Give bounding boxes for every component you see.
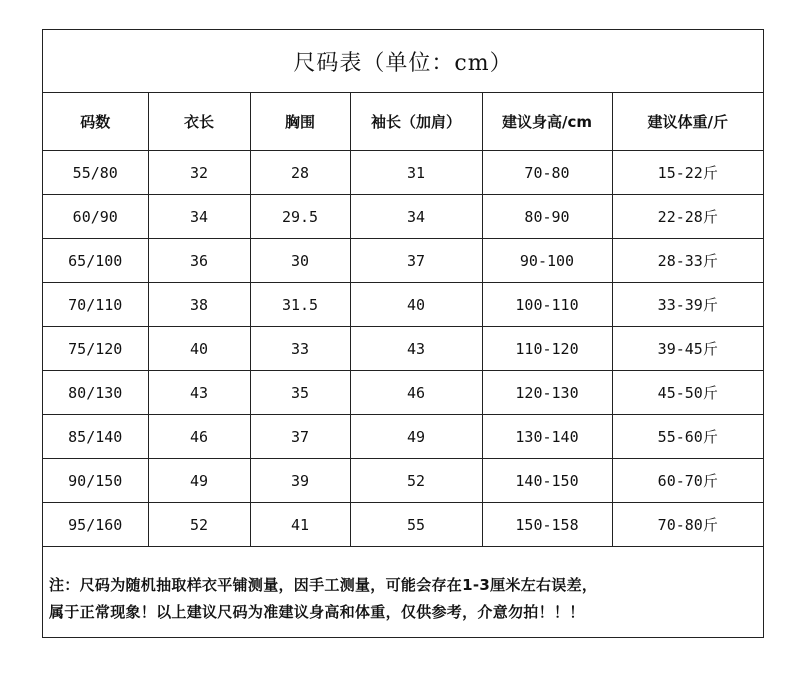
cell-sleeve: 31	[350, 151, 482, 195]
cell-length: 43	[148, 371, 250, 415]
header-size: 码数	[43, 93, 148, 151]
cell-size: 65/100	[43, 239, 148, 283]
chart-title: 尺码表（单位：cm）	[43, 30, 763, 93]
cell-chest: 31.5	[250, 283, 350, 327]
cell-sleeve: 52	[350, 459, 482, 503]
header-chest: 胸围	[250, 93, 350, 151]
cell-length: 34	[148, 195, 250, 239]
cell-length: 36	[148, 239, 250, 283]
cell-chest: 41	[250, 503, 350, 547]
cell-length: 46	[148, 415, 250, 459]
size-chart	[42, 29, 764, 638]
header-weight: 建议体重/斤	[612, 93, 763, 151]
table-row	[43, 195, 763, 239]
cell-height: 120-130	[482, 371, 612, 415]
cell-chest: 28	[250, 151, 350, 195]
measurement-note	[43, 547, 763, 637]
cell-length: 40	[148, 327, 250, 371]
cell-size: 80/130	[43, 371, 148, 415]
cell-weight: 39-45斤	[612, 327, 763, 371]
table-row	[43, 239, 763, 283]
cell-height: 130-140	[482, 415, 612, 459]
cell-size: 95/160	[43, 503, 148, 547]
cell-sleeve: 49	[350, 415, 482, 459]
table-row	[43, 371, 763, 415]
cell-weight: 70-80斤	[612, 503, 763, 547]
cell-height: 150-158	[482, 503, 612, 547]
table-row	[43, 503, 763, 547]
cell-weight: 45-50斤	[612, 371, 763, 415]
header-sleeve: 袖长（加肩）	[350, 93, 482, 151]
note-line-1: 注：尺码为随机抽取样衣平铺测量，因手工测量，可能会存在1-3厘米左右误差，	[49, 576, 598, 594]
cell-height: 70-80	[482, 151, 612, 195]
cell-size: 70/110	[43, 283, 148, 327]
cell-weight: 15-22斤	[612, 151, 763, 195]
cell-weight: 33-39斤	[612, 283, 763, 327]
table-row	[43, 151, 763, 195]
cell-sleeve: 55	[350, 503, 482, 547]
table-header-row	[43, 93, 763, 151]
cell-chest: 33	[250, 327, 350, 371]
cell-height: 100-110	[482, 283, 612, 327]
cell-weight: 55-60斤	[612, 415, 763, 459]
cell-length: 52	[148, 503, 250, 547]
cell-chest: 39	[250, 459, 350, 503]
cell-height: 90-100	[482, 239, 612, 283]
cell-sleeve: 46	[350, 371, 482, 415]
cell-sleeve: 40	[350, 283, 482, 327]
table-row	[43, 459, 763, 503]
cell-length: 38	[148, 283, 250, 327]
cell-sleeve: 34	[350, 195, 482, 239]
cell-chest: 35	[250, 371, 350, 415]
cell-height: 140-150	[482, 459, 612, 503]
cell-chest: 29.5	[250, 195, 350, 239]
cell-size: 60/90	[43, 195, 148, 239]
cell-weight: 60-70斤	[612, 459, 763, 503]
note-line-2: 属于正常现象！以上建议尺码为准建议身高和体重，仅供参考，介意勿拍！！！	[49, 603, 585, 621]
table-row	[43, 327, 763, 371]
cell-height: 80-90	[482, 195, 612, 239]
cell-weight: 22-28斤	[612, 195, 763, 239]
cell-sleeve: 37	[350, 239, 482, 283]
size-table	[43, 93, 763, 547]
cell-length: 32	[148, 151, 250, 195]
table-row	[43, 415, 763, 459]
cell-size: 55/80	[43, 151, 148, 195]
cell-size: 85/140	[43, 415, 148, 459]
cell-size: 90/150	[43, 459, 148, 503]
header-height: 建议身高/cm	[482, 93, 612, 151]
cell-chest: 30	[250, 239, 350, 283]
cell-length: 49	[148, 459, 250, 503]
table-row	[43, 283, 763, 327]
cell-size: 75/120	[43, 327, 148, 371]
header-length: 衣长	[148, 93, 250, 151]
cell-height: 110-120	[482, 327, 612, 371]
cell-chest: 37	[250, 415, 350, 459]
cell-sleeve: 43	[350, 327, 482, 371]
cell-weight: 28-33斤	[612, 239, 763, 283]
